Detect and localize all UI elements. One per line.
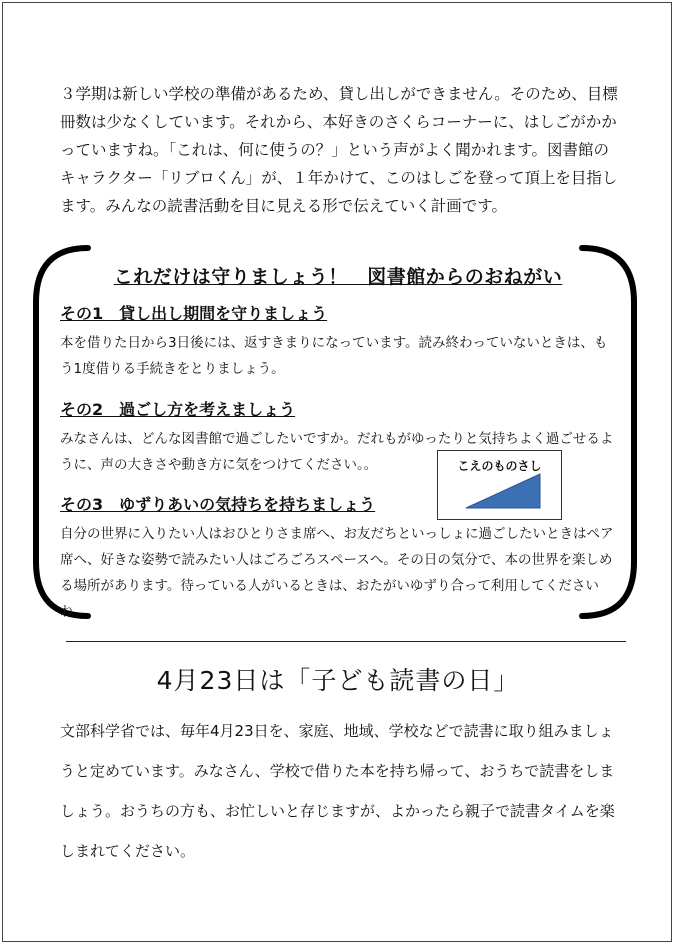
reading-day-body: 文部科学省では、毎年4月23日を、家庭、地域、学校などで読書に取り組みましょうと定めています。みなさん、学校で借りた本を持ち帰って、おうちで読書をしましょう。おうちの方も、お忙しいと存じますが、よかったら親子で読書タイムを楽しまれてください。	[60, 722, 615, 860]
rule-2-heading: その2 過ごし方を考えましょう	[60, 400, 296, 419]
rule-3-heading: その3 ゆずりあいの気持ちを持ちましょう	[60, 495, 376, 514]
intro-paragraph: ３学期は新しい学校の準備があるため、貸し出しができません。そのため、目標冊数は少なくしています。それから、本好きのさくらコーナーに、はしごがかかっていますね。「これは、何に使うの？」という声がよく聞かれます。図書館のキャラクター「リブロくん」が、１年かけて、このはしごを登って頂上を目指します。みんなの読書活動を目に見える形で伝えていく計画です。	[60, 85, 618, 215]
voice-ruler-label: こえのものさし	[457, 459, 542, 473]
rule-1-heading: その1 貸し出し期間を守りましょう	[60, 304, 328, 323]
voice-ruler-wedge	[438, 451, 561, 519]
rule-2-body: みなさんは、どんな図書館で過ごしたいですか。だれもがゆったりと気持ちよく過ごせるように、声の大きさや動き方に気をつけてください。。	[60, 431, 614, 473]
reading-day-title: 4月23日は「子ども読書の日」	[156, 666, 520, 695]
rule-3-body: 自分の世界に入りたい人はおひとりさま席へ、お友だちといっしょに過ごしたいときはペア席へ、好きな姿勢で読みたい人はごろごろスペースへ。その日の気分で、本の世界を楽しめる場所があります。待っている人がいるときは、おたがいゆずり合って利用してくださいね。	[60, 526, 614, 620]
rule-1-body: 本を借りた日から3日後には、返すきまりになっています。読み終わっていないときは、もう1度借りる手続きをとりましょう。	[60, 335, 608, 377]
voice-ruler-box	[437, 450, 562, 520]
section-divider	[66, 641, 626, 642]
rules-title: これだけは守りましょう！ 図書館からのおねがい	[113, 266, 563, 288]
